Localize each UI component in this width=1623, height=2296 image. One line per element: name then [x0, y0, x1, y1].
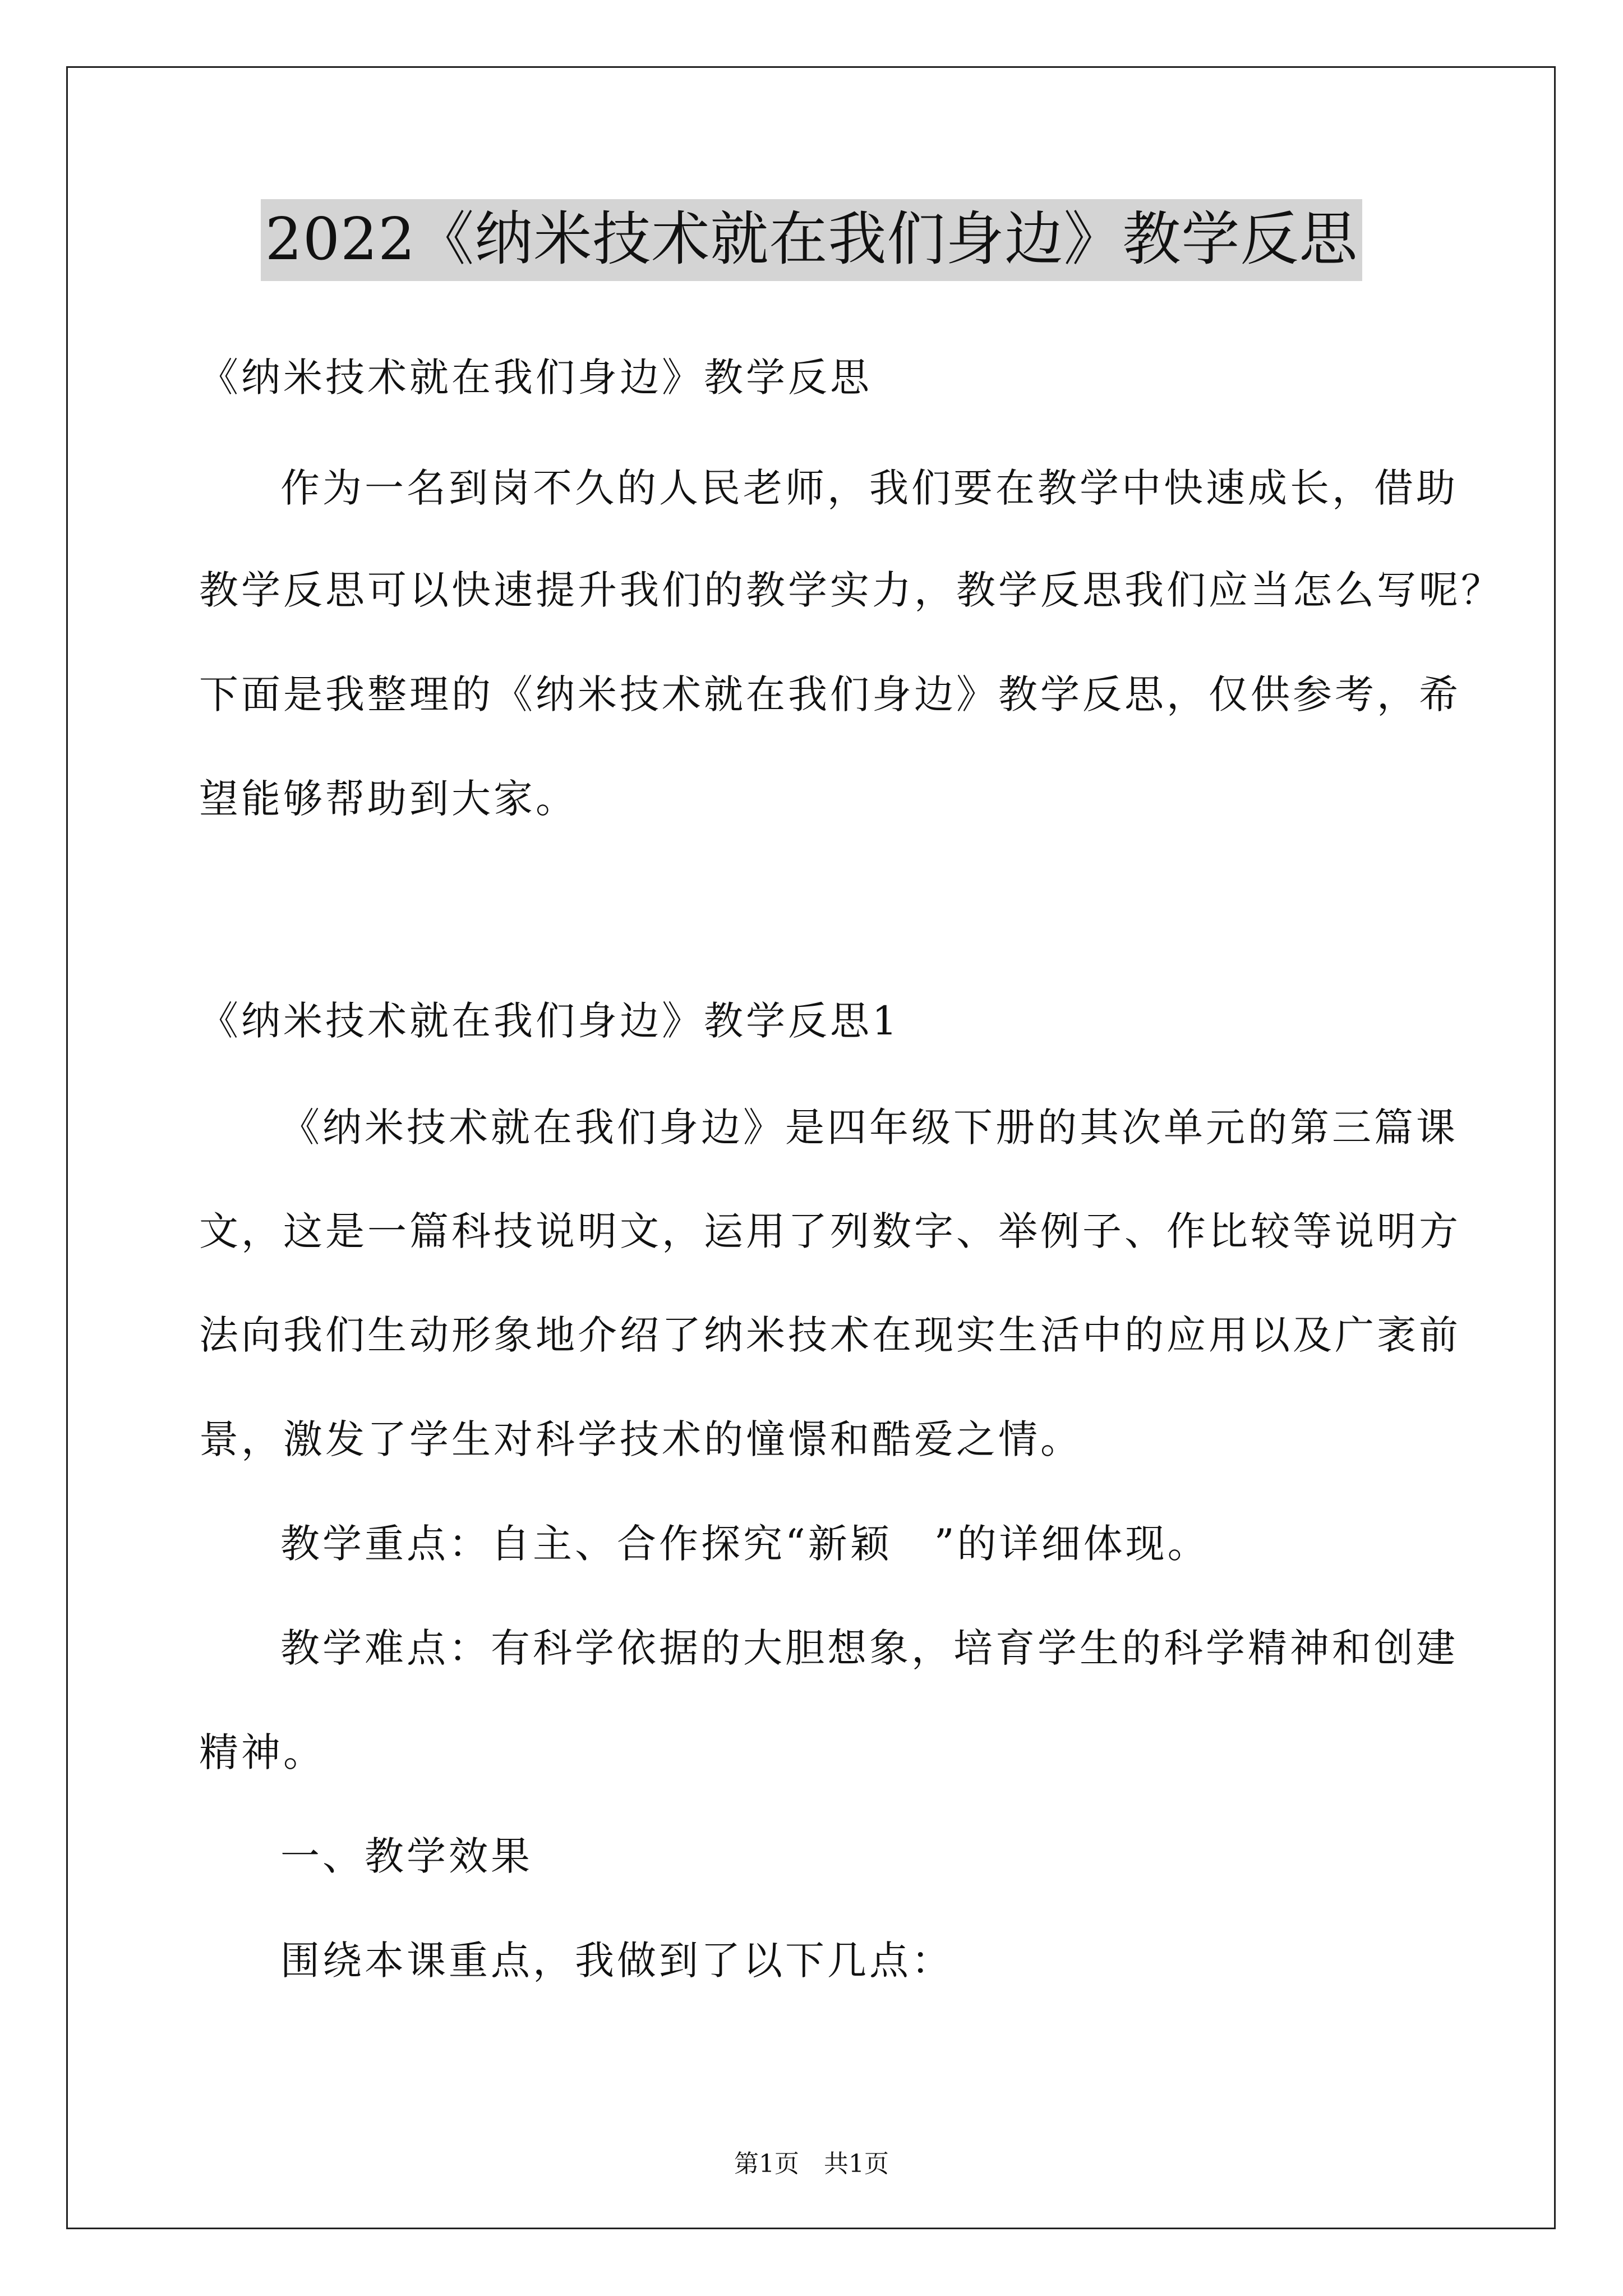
page-footer: 第1页 共1页: [734, 2150, 889, 2178]
paragraph-line: 下面是我整理的《纳米技术就在我们身边》教学反思，仅供参考，希: [199, 671, 1461, 717]
paragraph-line: 文，这是一篇科技说明文，运用了列数字、举例子、作比较等说明方: [199, 1208, 1461, 1254]
paragraph-line: 围绕本课重点，我做到了以下几点：: [280, 1938, 953, 1984]
paragraph-line: 景，激发了学生对科学技术的憧憬和酷爱之情。: [199, 1416, 1082, 1462]
section-heading: 《纳米技术就在我们身边》教学反思1: [199, 998, 900, 1044]
subtitle-line: 《纳米技术就在我们身边》教学反思: [199, 355, 872, 401]
paragraph-line: 《纳米技术就在我们身边》是四年级下册的其次单元的第三篇课: [280, 1105, 1458, 1151]
paragraph-line: 教学反思可以快速提升我们的教学实力，教学反思我们应当怎么写呢？: [199, 567, 1503, 613]
paragraph-line: 精神。: [199, 1729, 325, 1775]
paragraph-line: 教学重点：自主、合作探究“新颖 ”的详细体现。: [280, 1521, 1210, 1567]
paragraph-line: 作为一名到岗不久的人民老师，我们要在教学中快速成长，借助: [280, 465, 1458, 511]
document-title: 2022《纳米技术就在我们身边》教学反思: [261, 199, 1363, 281]
section-heading: 一、教学效果: [280, 1833, 533, 1879]
title-container: [0, 199, 1623, 281]
paragraph-line: 望能够帮助到大家。: [199, 776, 578, 822]
paragraph-line: 教学难点：有科学依据的大胆想象，培育学生的科学精神和创建: [280, 1625, 1458, 1671]
paragraph-line: 法向我们生动形象地介绍了纳米技术在现实生活中的应用以及广袤前: [199, 1312, 1461, 1358]
